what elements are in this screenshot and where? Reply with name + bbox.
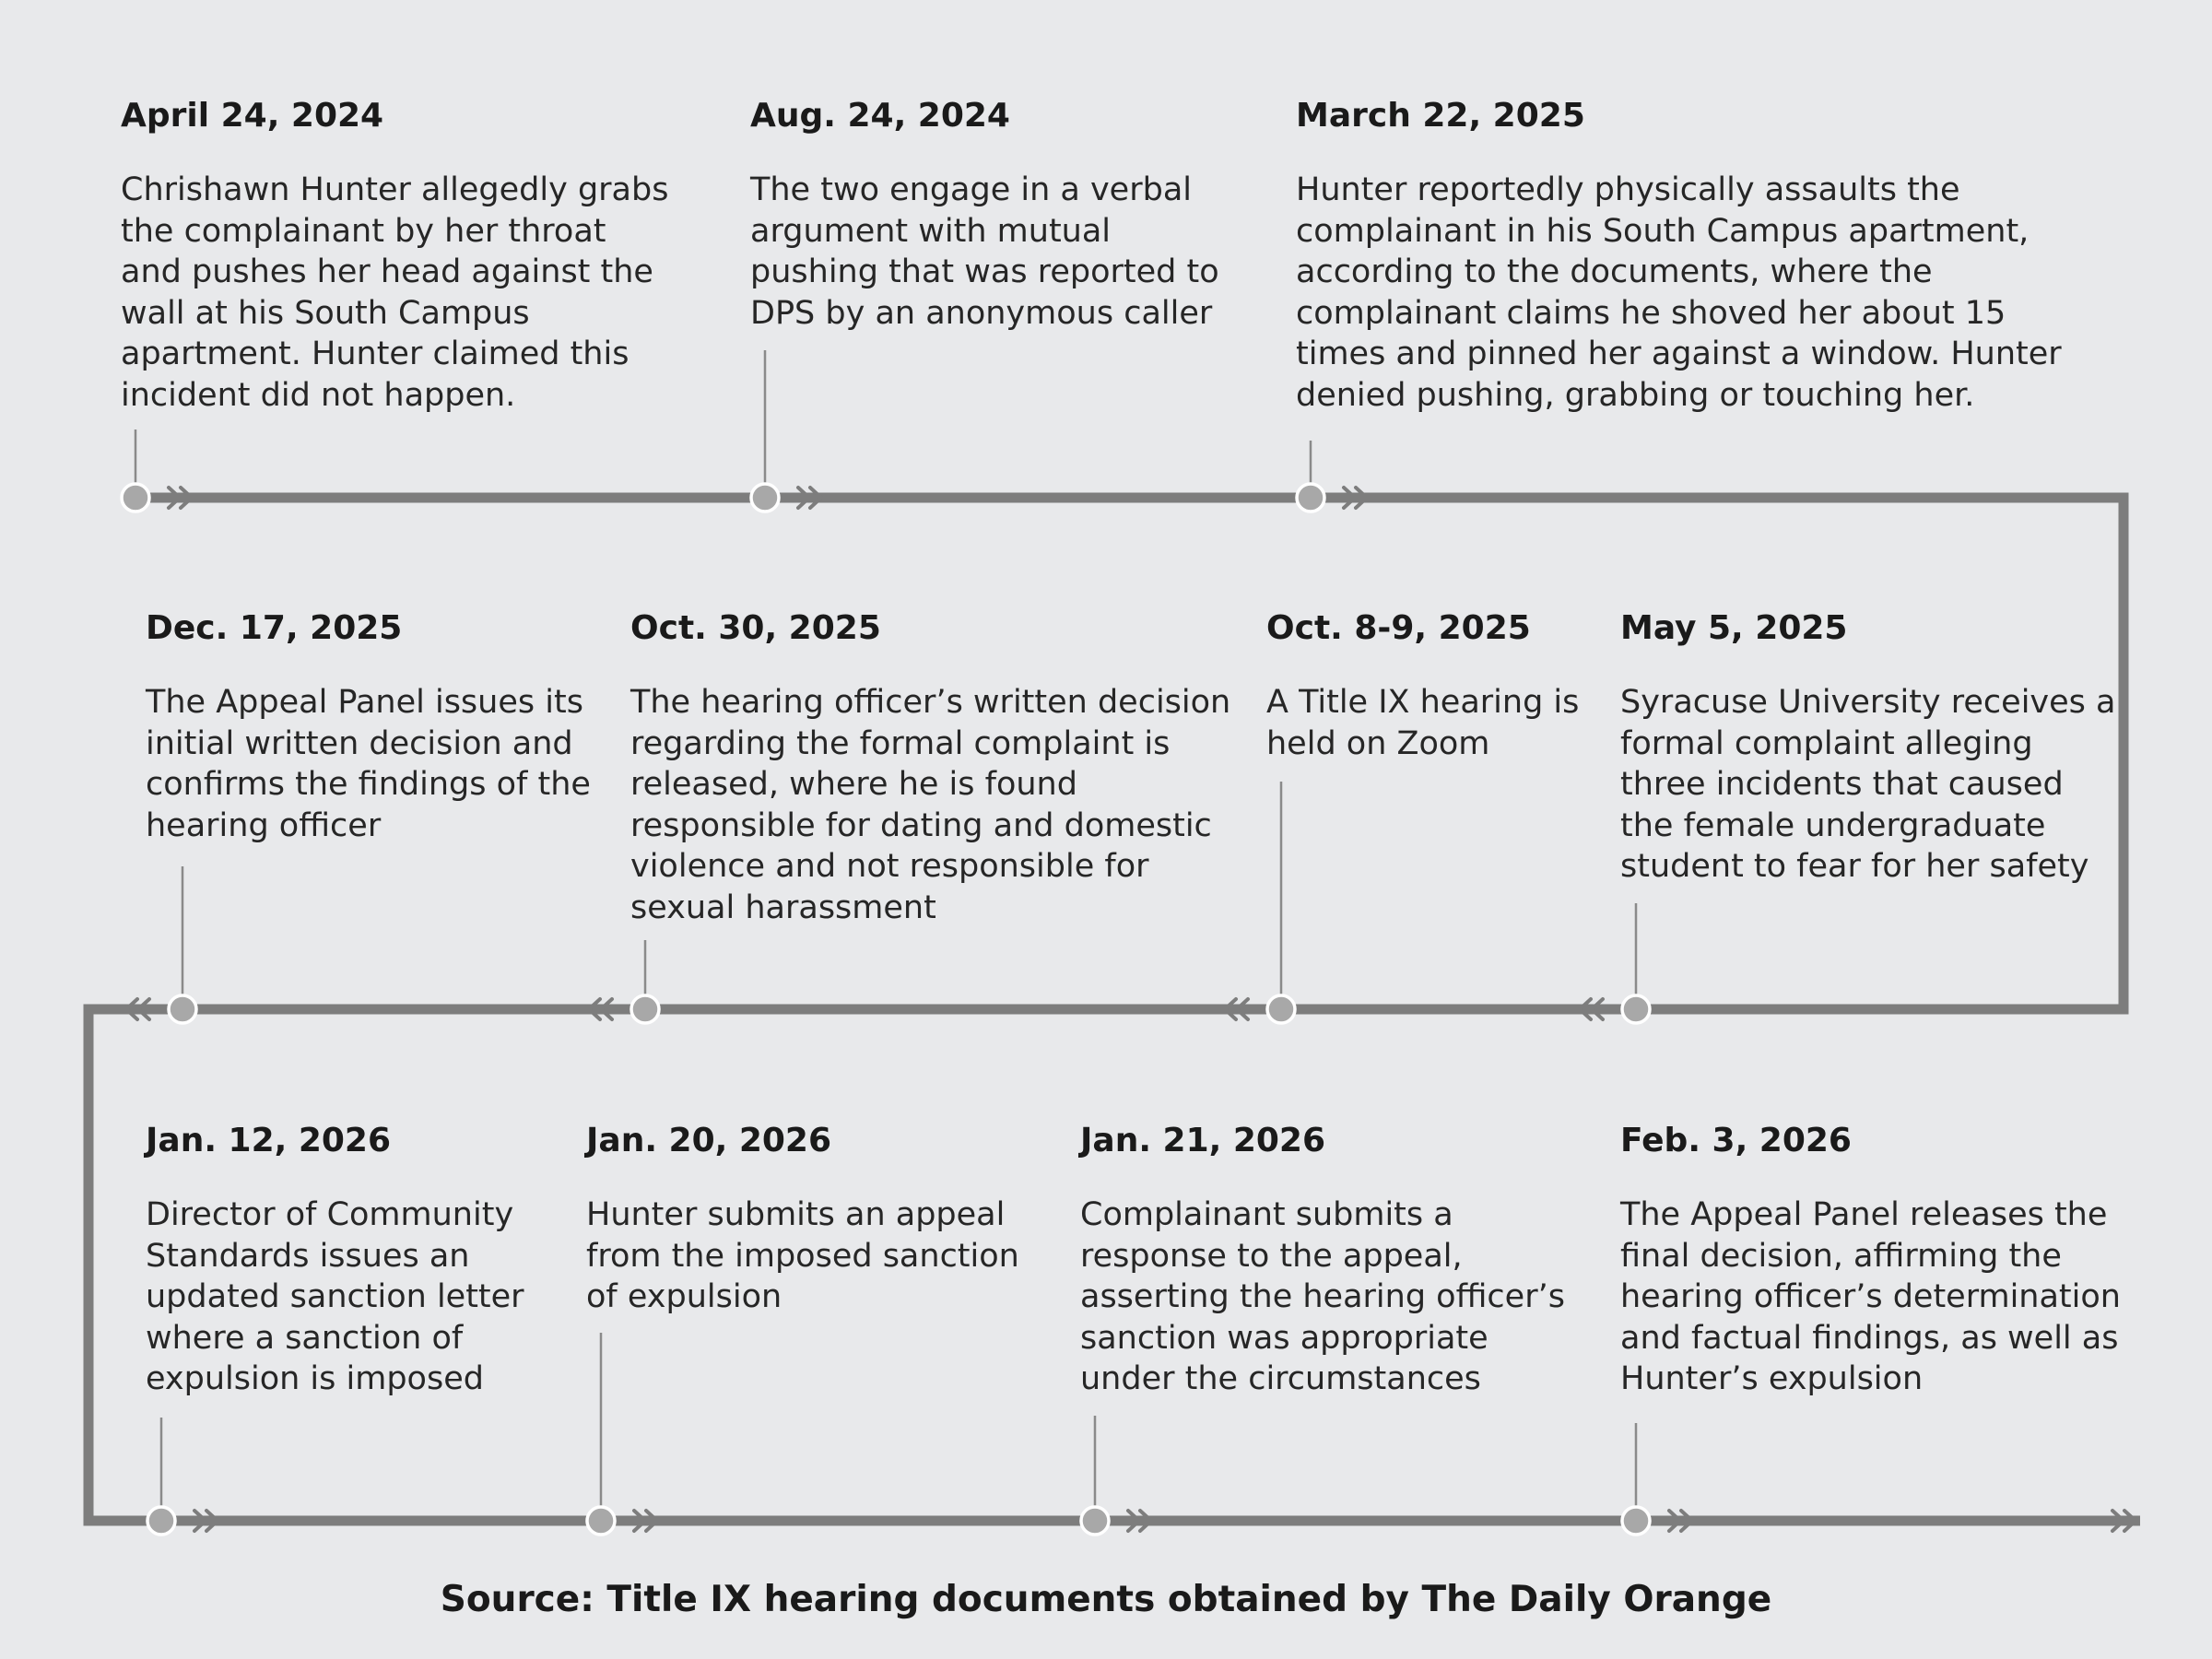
timeline-event-3 (1296, 96, 2088, 416)
event-description: The Appeal Panel issues its initial written decision and confirms the findings of the hearing officer (146, 684, 591, 844)
source-credit: Source: Title IX hearing documents obtained by The Daily Orange (440, 1579, 1772, 1620)
event-date: May 5, 2025 (1620, 609, 1848, 647)
timeline-event-5 (1266, 608, 1598, 764)
event-date: Oct. 8-9, 2025 (1266, 609, 1531, 647)
event-description: The Appeal Panel releases the final decision, affirming the hearing officer’s determination and factual findings, as well as Hunter’s expulsion (1620, 1196, 2121, 1397)
timeline-event-8 (146, 1121, 551, 1400)
timeline-dot-icon (1297, 484, 1324, 512)
timeline-event-4 (1620, 608, 2118, 888)
event-description: The two engage in a verbal argument with mutual pushing that was reported to DPS by an anonymous caller (750, 171, 1219, 332)
timeline-event-9 (586, 1121, 1047, 1318)
event-description: A Title IX hearing is held on Zoom (1266, 684, 1580, 762)
event-description: Director of Community Standards issues an updated sanction letter where a sanction of expulsion is imposed (146, 1196, 524, 1397)
timeline-dot-icon (587, 1507, 615, 1535)
event-description: Hunter reportedly physically assaults the complainant in his South Campus apartment, according to the documents, where the complainant claims he shoved her about 15 times and pinned her against a window. Hunter denied pushing, grabbing or touching her. (1296, 171, 2062, 414)
timeline-dot-icon (631, 995, 659, 1023)
timeline-event-2 (750, 96, 1230, 334)
timeline-dot-icon (1622, 1507, 1650, 1535)
event-date: March 22, 2025 (1296, 97, 1585, 135)
event-description: The hearing officer’s written decision regarding the formal complaint is released, where he is found responsible for dating and domestic violence and not responsible for sexual harassment (630, 684, 1231, 926)
timeline-event-11 (1620, 1121, 2155, 1400)
event-description: Chrishawn Hunter allegedly grabs the complainant by her throat and pushes her head against the wall at his South Campus apartment. Hunter claimed this incident did not happen. (121, 171, 669, 414)
event-date: Jan. 20, 2026 (586, 1122, 832, 1159)
timeline-dot-icon (1267, 995, 1295, 1023)
timeline-dot-icon (1622, 995, 1650, 1023)
event-date: Aug. 24, 2024 (750, 97, 1010, 135)
timeline-event-10 (1080, 1121, 1569, 1400)
timeline-dot-icon (122, 484, 149, 512)
event-date: Feb. 3, 2026 (1620, 1122, 1852, 1159)
event-date: April 24, 2024 (121, 97, 384, 135)
timeline-dot-icon (1081, 1507, 1109, 1535)
timeline-event-1 (121, 96, 674, 416)
event-description: Syracuse University receives a formal complaint alleging three incidents that caused the female undergraduate student to fear for her safety (1620, 684, 2116, 885)
timeline-dot-icon (751, 484, 779, 512)
timeline-dot-icon (169, 995, 196, 1023)
event-date: Oct. 30, 2025 (630, 609, 881, 647)
event-description: Complainant submits a response to the appeal, asserting the hearing officer’s sanction was appropriate under the circumstances (1080, 1196, 1565, 1397)
event-date: Dec. 17, 2025 (146, 609, 403, 647)
event-date: Jan. 12, 2026 (146, 1122, 392, 1159)
timeline-event-6 (630, 608, 1239, 928)
event-description: Hunter submits an appeal from the imposed sanction of expulsion (586, 1196, 1019, 1315)
timeline-event-7 (146, 608, 606, 846)
timeline-dot-icon (147, 1507, 175, 1535)
event-date: Jan. 21, 2026 (1080, 1122, 1326, 1159)
